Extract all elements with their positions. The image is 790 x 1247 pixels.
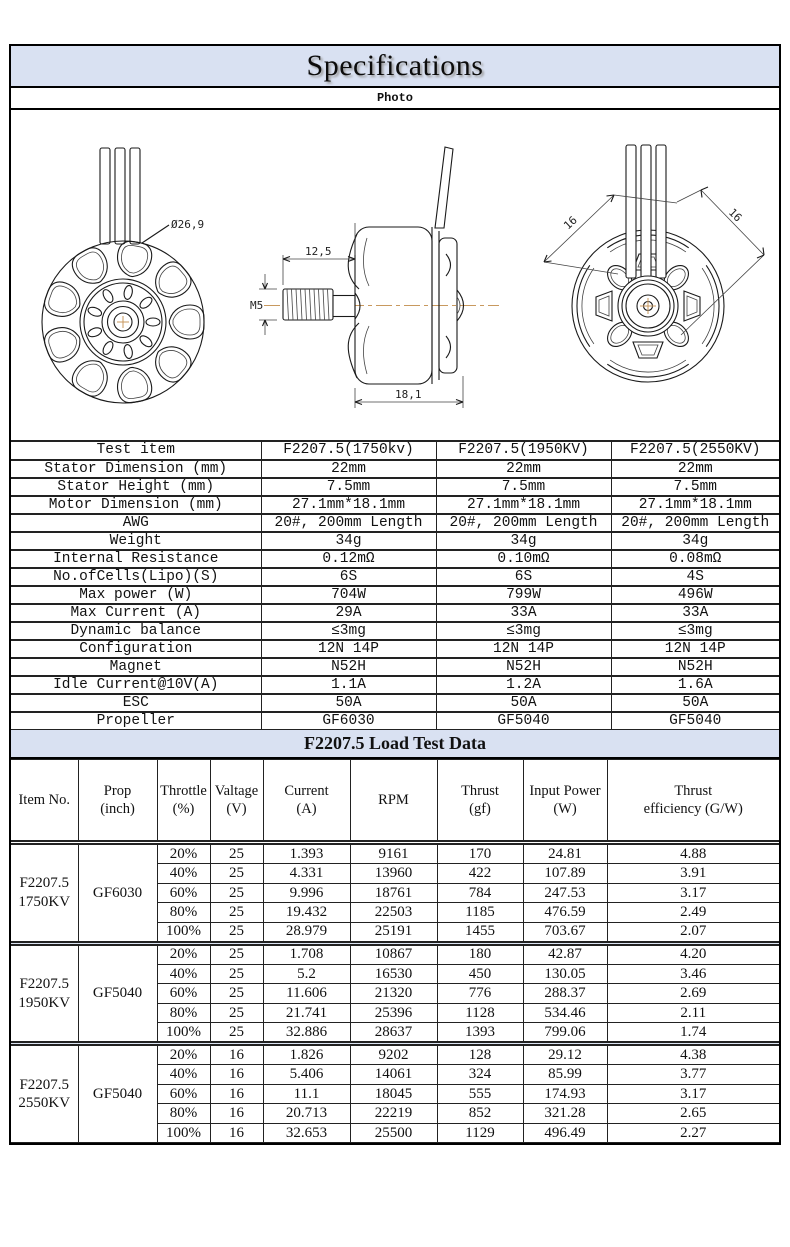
load-header-cell: [523, 759, 607, 841]
hole-spacing-right-label: 16: [725, 205, 745, 225]
spec-value: 1.6A: [611, 676, 779, 694]
spec-value: 34g: [611, 532, 779, 550]
spec-row: [11, 676, 779, 694]
load-cell: 247.53: [523, 883, 607, 903]
spec-label: AWG: [11, 514, 261, 532]
load-cell: 180: [437, 945, 523, 965]
load-header-cell: [437, 759, 523, 841]
load-cell: 25396: [350, 1003, 437, 1023]
load-cell: 3.77: [607, 1065, 779, 1085]
spec-label: Dynamic balance: [11, 622, 261, 640]
spec-value: 50A: [261, 694, 436, 712]
diameter-dimension-label: Ø26,9: [171, 218, 205, 231]
spec-row: [11, 532, 779, 550]
load-cell: 2.11: [607, 1003, 779, 1023]
load-cell: 28637: [350, 1023, 437, 1043]
load-cell: 25: [210, 903, 263, 923]
load-cell: 21320: [350, 984, 437, 1004]
load-cell: 5.406: [263, 1065, 350, 1085]
spec-value: 34g: [436, 532, 611, 550]
load-cell: 3.91: [607, 864, 779, 884]
load-header-cell: [78, 759, 157, 841]
spec-value: 6S: [436, 568, 611, 586]
spec-row: [11, 568, 779, 586]
load-cell: 32.886: [263, 1023, 350, 1043]
spec-value: 4S: [611, 568, 779, 586]
item-line: F2207.5: [19, 1076, 70, 1093]
load-cell: 100%: [157, 1023, 210, 1043]
spec-value: 22mm: [436, 460, 611, 478]
photo-area: [11, 110, 779, 442]
load-cell: 25: [210, 844, 263, 864]
spec-label: Configuration: [11, 640, 261, 658]
load-cell: 4.88: [607, 844, 779, 864]
spec-row: [11, 460, 779, 478]
load-cell: 1.708: [263, 945, 350, 965]
spec-row: [11, 496, 779, 514]
load-cell: 422: [437, 864, 523, 884]
load-cell: 703.67: [523, 922, 607, 942]
spec-row: [11, 712, 779, 730]
load-cell: 25: [210, 922, 263, 942]
load-cell: 21.741: [263, 1003, 350, 1023]
spec-value: 50A: [611, 694, 779, 712]
header-line: Thrust: [674, 783, 713, 799]
shaft-length-dimension: [283, 223, 355, 285]
item-line: 1950KV: [18, 994, 71, 1011]
prop-cell: GF5040: [78, 945, 157, 1043]
spec-value: 20#, 200mm Length: [261, 514, 436, 532]
spec-label: No.ofCells(Lipo)(S): [11, 568, 261, 586]
spec-value: 1.2A: [436, 676, 611, 694]
header-line: Item No.: [18, 792, 71, 809]
spec-value: N52H: [436, 658, 611, 676]
load-cell: 4.20: [607, 945, 779, 965]
spec-label: Magnet: [11, 658, 261, 676]
load-cell: 20%: [157, 945, 210, 965]
body-length-label: 18,1: [395, 388, 422, 401]
load-cell: 321.28: [523, 1104, 607, 1124]
header-line: (A): [296, 801, 317, 818]
load-cell: 476.59: [523, 903, 607, 923]
spec-value: 12N 14P: [436, 640, 611, 658]
load-cell: 9202: [350, 1045, 437, 1065]
load-header-cell: [11, 759, 78, 841]
motor-top-view-drawing: [23, 130, 253, 430]
header-line: RPM: [378, 792, 409, 809]
spec-row: [11, 442, 779, 460]
shaft-length-label: 12,5: [305, 245, 332, 258]
spec-value: F2207.5(1950KV): [436, 442, 611, 460]
spec-value: 6S: [261, 568, 436, 586]
hole-spacing-left-label: 16: [561, 213, 580, 233]
photo-section-label: [11, 88, 779, 110]
load-cell: 18761: [350, 883, 437, 903]
spec-label: ESC: [11, 694, 261, 712]
wire-icon: [115, 148, 125, 244]
load-cell: 5.2: [263, 964, 350, 984]
spec-value: 7.5mm: [611, 478, 779, 496]
load-cell: 2.65: [607, 1104, 779, 1124]
load-cell: 1.393: [263, 844, 350, 864]
spec-row: [11, 622, 779, 640]
header-line: Throttle: [160, 783, 207, 799]
spec-value: ≤3mg: [261, 622, 436, 640]
prop-cell: GF6030: [78, 844, 157, 942]
header-line: Valtage: [214, 783, 259, 799]
load-cell: 40%: [157, 1065, 210, 1085]
load-test-table: [11, 759, 779, 1144]
spec-value: 34g: [261, 532, 436, 550]
spec-row: [11, 478, 779, 496]
load-cell: 555: [437, 1084, 523, 1104]
load-cell: 13960: [350, 864, 437, 884]
load-cell: 2.27: [607, 1123, 779, 1143]
load-cell: 100%: [157, 922, 210, 942]
header-line: (%): [172, 801, 195, 818]
wire-icon: [130, 148, 140, 244]
header-line: (W): [553, 801, 577, 818]
spec-value: F2207.5(2550KV): [611, 442, 779, 460]
spec-value: GF6030: [261, 712, 436, 730]
load-cell: 80%: [157, 1104, 210, 1124]
load-cell: 32.653: [263, 1123, 350, 1143]
spec-value: 12N 14P: [611, 640, 779, 658]
load-cell: 4.38: [607, 1045, 779, 1065]
load-header-cell: [210, 759, 263, 841]
spec-value: 1.1A: [261, 676, 436, 694]
spec-value: 22mm: [261, 460, 436, 478]
header-line: (inch): [100, 801, 135, 818]
spec-value: 33A: [436, 604, 611, 622]
load-header-cell: [350, 759, 437, 841]
thread-size-label: M5: [250, 299, 264, 312]
load-row: [11, 1045, 779, 1065]
center-mark-icon: [117, 316, 129, 328]
load-cell: 174.93: [523, 1084, 607, 1104]
load-header-cell: [157, 759, 210, 841]
load-cell: 11.606: [263, 984, 350, 1004]
spec-label: Test item: [11, 442, 261, 460]
load-cell: 799.06: [523, 1023, 607, 1043]
item-no-cell: [11, 844, 78, 942]
load-cell: 3.46: [607, 964, 779, 984]
spec-row: [11, 604, 779, 622]
load-cell: 25: [210, 883, 263, 903]
load-cell: 16: [210, 1104, 263, 1124]
spec-value: 704W: [261, 586, 436, 604]
load-cell: 450: [437, 964, 523, 984]
wire-icon: [656, 145, 666, 278]
spec-row: [11, 586, 779, 604]
spec-value: 27.1mm*18.1mm: [261, 496, 436, 514]
spec-label: Propeller: [11, 712, 261, 730]
photo-label: Photo: [376, 91, 413, 105]
spec-value: 7.5mm: [261, 478, 436, 496]
load-cell: 25191: [350, 922, 437, 942]
wire-icon: [641, 145, 651, 278]
wire-icon: [100, 148, 110, 244]
load-test-title: F2207.5 Load Test Data: [303, 732, 487, 753]
load-cell: 2.49: [607, 903, 779, 923]
load-row: [11, 945, 779, 965]
load-cell: 25: [210, 1023, 263, 1043]
motor-bottom-view-drawing: [536, 110, 779, 442]
spec-value: 50A: [436, 694, 611, 712]
load-cell: 496.49: [523, 1123, 607, 1143]
spec-value: N52H: [611, 658, 779, 676]
load-cell: 9.996: [263, 883, 350, 903]
load-cell: 1.826: [263, 1045, 350, 1065]
load-cell: 25: [210, 984, 263, 1004]
spec-label: Stator Dimension (mm): [11, 460, 261, 478]
header-line: Thrust: [461, 783, 499, 799]
load-cell: 3.17: [607, 883, 779, 903]
item-no-cell: [11, 945, 78, 1043]
load-cell: 20%: [157, 1045, 210, 1065]
load-cell: 288.37: [523, 984, 607, 1004]
spec-value: 33A: [611, 604, 779, 622]
spec-value: 20#, 200mm Length: [611, 514, 779, 532]
load-cell: 19.432: [263, 903, 350, 923]
hole-spacing-dimension-right: [677, 187, 764, 335]
load-cell: 1128: [437, 1003, 523, 1023]
load-header-cell: [607, 759, 779, 841]
spec-value: ≤3mg: [436, 622, 611, 640]
spec-value: 0.12mΩ: [261, 550, 436, 568]
item-line: F2207.5: [19, 875, 70, 892]
load-header-row: [11, 759, 779, 841]
load-cell: 25: [210, 1003, 263, 1023]
spec-value: 22mm: [611, 460, 779, 478]
load-cell: 42.87: [523, 945, 607, 965]
spec-row: [11, 658, 779, 676]
load-cell: 10867: [350, 945, 437, 965]
header-line: Input Power: [529, 783, 601, 799]
load-cell: 324: [437, 1065, 523, 1085]
load-cell: 100%: [157, 1123, 210, 1143]
spec-label: Internal Resistance: [11, 550, 261, 568]
load-cell: 11.1: [263, 1084, 350, 1104]
spec-sheet: [9, 44, 781, 1145]
spec-value: F2207.5(1750kv): [261, 442, 436, 460]
load-cell: 1455: [437, 922, 523, 942]
spec-label: Stator Height (mm): [11, 478, 261, 496]
spec-label: Idle Current@10V(A): [11, 676, 261, 694]
spec-value: 20#, 200mm Length: [436, 514, 611, 532]
wire-icon: [626, 145, 636, 278]
header-line: efficiency (G/W): [643, 801, 743, 818]
wire-icon: [435, 147, 453, 228]
load-cell: 18045: [350, 1084, 437, 1104]
load-cell: 170: [437, 844, 523, 864]
load-cell: 852: [437, 1104, 523, 1124]
spec-label: Motor Dimension (mm): [11, 496, 261, 514]
thread-dimension: [250, 274, 277, 335]
load-cell: 2.69: [607, 984, 779, 1004]
spec-value: 27.1mm*18.1mm: [436, 496, 611, 514]
load-cell: 16: [210, 1045, 263, 1065]
load-cell: 60%: [157, 984, 210, 1004]
load-cell: 25: [210, 945, 263, 965]
spec-value: 29A: [261, 604, 436, 622]
item-line: 2550KV: [18, 1095, 71, 1112]
spec-value: 496W: [611, 586, 779, 604]
prop-cell: GF5040: [78, 1045, 157, 1143]
spec-value: 799W: [436, 586, 611, 604]
load-header-cell: [263, 759, 350, 841]
body-length-dimension: [355, 376, 463, 408]
load-cell: 14061: [350, 1065, 437, 1085]
load-cell: 25: [210, 864, 263, 884]
spec-row: [11, 694, 779, 712]
spec-label: Max power (W): [11, 586, 261, 604]
spec-row: [11, 550, 779, 568]
header-line: Current: [284, 783, 329, 799]
load-cell: 9161: [350, 844, 437, 864]
load-cell: 16: [210, 1065, 263, 1085]
load-cell: 40%: [157, 964, 210, 984]
load-cell: 2.07: [607, 922, 779, 942]
load-cell: 1393: [437, 1023, 523, 1043]
load-cell: 22503: [350, 903, 437, 923]
spec-value: ≤3mg: [611, 622, 779, 640]
load-cell: 16: [210, 1084, 263, 1104]
spec-value: 0.10mΩ: [436, 550, 611, 568]
load-cell: 80%: [157, 1003, 210, 1023]
load-cell: 4.331: [263, 864, 350, 884]
load-cell: 24.81: [523, 844, 607, 864]
spec-value: 27.1mm*18.1mm: [611, 496, 779, 514]
spec-value: 12N 14P: [261, 640, 436, 658]
spec-row: [11, 514, 779, 532]
spec-row: [11, 640, 779, 658]
load-cell: 29.12: [523, 1045, 607, 1065]
header-line: (gf): [469, 801, 491, 818]
spec-value: 7.5mm: [436, 478, 611, 496]
load-cell: 20.713: [263, 1104, 350, 1124]
load-cell: 16530: [350, 964, 437, 984]
load-cell: 25500: [350, 1123, 437, 1143]
load-cell: 784: [437, 883, 523, 903]
load-cell: 1185: [437, 903, 523, 923]
load-cell: 1.74: [607, 1023, 779, 1043]
load-cell: 60%: [157, 1084, 210, 1104]
load-cell: 107.89: [523, 864, 607, 884]
load-test-title-band: [11, 730, 779, 759]
spec-value: N52H: [261, 658, 436, 676]
load-cell: 130.05: [523, 964, 607, 984]
load-cell: 80%: [157, 903, 210, 923]
load-cell: 1129: [437, 1123, 523, 1143]
header-line: (V): [226, 801, 247, 818]
spec-label: Weight: [11, 532, 261, 550]
load-cell: 85.99: [523, 1065, 607, 1085]
header-line: Prop: [103, 783, 132, 799]
spec-value: GF5040: [436, 712, 611, 730]
load-cell: 776: [437, 984, 523, 1004]
load-cell: 28.979: [263, 922, 350, 942]
load-cell: 16: [210, 1123, 263, 1143]
spec-label: Max Current (A): [11, 604, 261, 622]
item-line: 1750KV: [18, 894, 71, 911]
load-cell: 22219: [350, 1104, 437, 1124]
load-cell: 25: [210, 964, 263, 984]
spec-table: [11, 442, 779, 730]
load-cell: 20%: [157, 844, 210, 864]
load-cell: 3.17: [607, 1084, 779, 1104]
item-line: F2207.5: [19, 975, 70, 992]
load-cell: 40%: [157, 864, 210, 884]
spec-value: 0.08mΩ: [611, 550, 779, 568]
title-band: [11, 46, 779, 88]
spec-value: GF5040: [611, 712, 779, 730]
load-row: [11, 844, 779, 864]
load-cell: 534.46: [523, 1003, 607, 1023]
item-no-cell: [11, 1045, 78, 1143]
motor-side-view-drawing: [249, 110, 529, 442]
page-title: Specifications: [306, 49, 484, 82]
load-cell: 60%: [157, 883, 210, 903]
load-cell: 128: [437, 1045, 523, 1065]
